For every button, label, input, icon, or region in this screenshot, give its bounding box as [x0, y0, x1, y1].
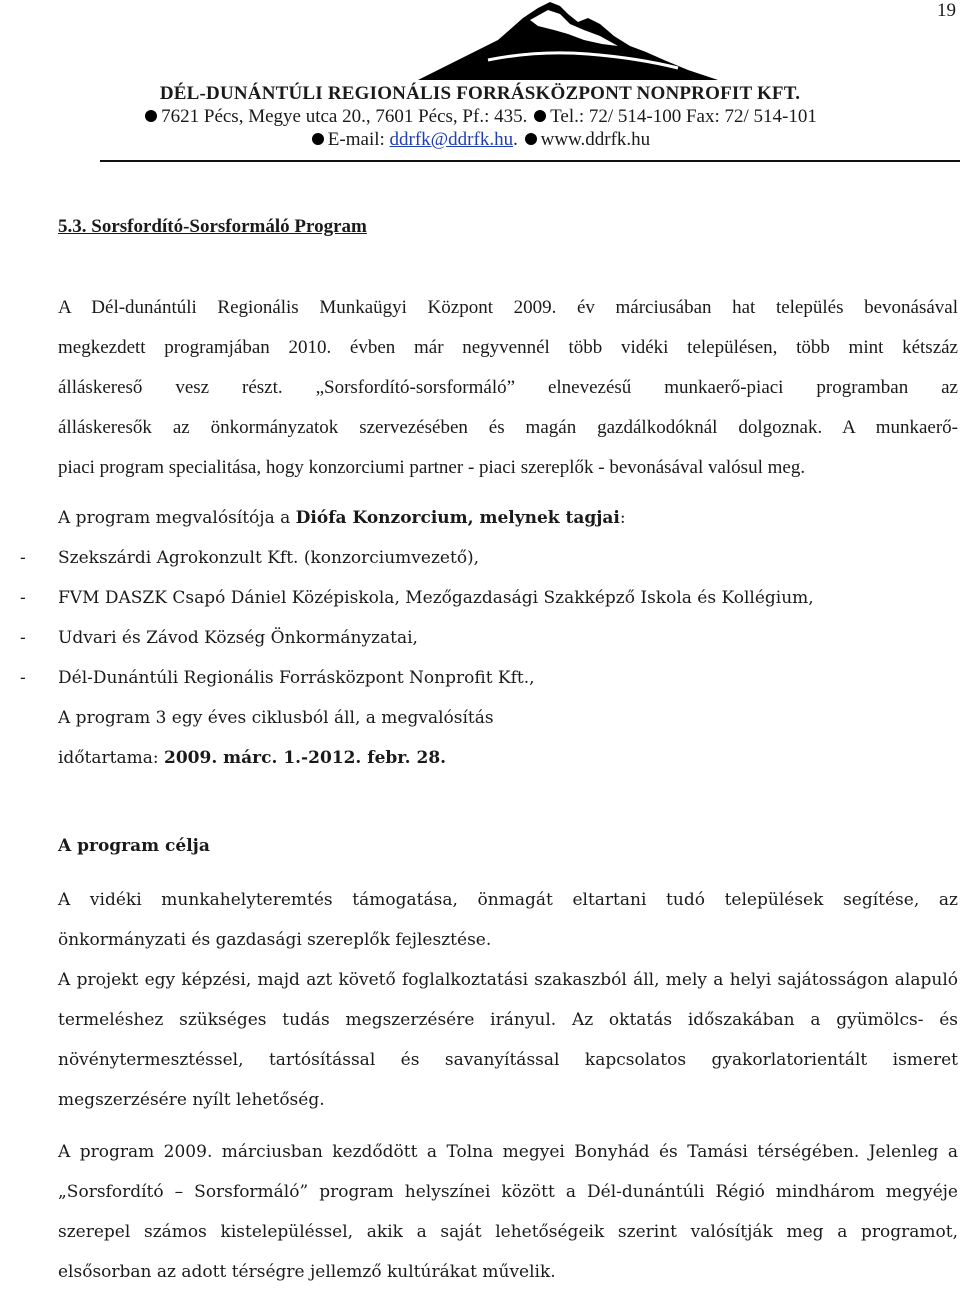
goal-line: elsősorban az adott térségre jellemző kultúrákat művelik. [58, 1262, 556, 1282]
goal-line: termeléshez szükséges tudás megszerzésére irányul. Az oktatás időszakában a gyümölcs- és [58, 1010, 958, 1030]
goal-paragraph-1 [58, 880, 958, 960]
consortium-sentence [58, 508, 626, 528]
header-email-label: E-mail: [327, 129, 385, 150]
bullet-dot-icon [312, 133, 324, 145]
list-dash: - [20, 628, 26, 648]
intro-line: A Dél-dunántúli Regionális Munkaügyi Központ 2009. év márciusában hat település bevonásával [58, 297, 958, 318]
page-number: 19 [937, 0, 956, 21]
header-address: 7621 Pécs, Megye utca 20., 7601 Pécs, Pf.: 435. [161, 106, 528, 127]
bullet-dot-icon [534, 110, 546, 122]
bullet-dot-icon [525, 133, 537, 145]
list-dash: - [20, 548, 26, 568]
consortium-post: : [619, 508, 626, 528]
member-text: Szekszárdi Agrokonzult Kft. (konzorciumvezető), [58, 548, 480, 568]
consortium-bold: Diófa Konzorcium, melynek tagjai [295, 508, 620, 528]
bullet-dot-icon [145, 110, 157, 122]
consortium-pre: A program megvalósítója a [58, 508, 296, 528]
goal-line: A projekt egy képzési, majd azt követő foglalkoztatási szakaszból áll, mely a helyi sajátosságon alapuló [58, 970, 958, 990]
duration-label: időtartama: [58, 748, 165, 768]
goal-line: A program 2009. márciusban kezdődött a Tolna megyei Bonyhád és Tamási térségében. Jelenleg a [58, 1142, 958, 1162]
member-text: FVM DASZK Csapó Dániel Középiskola, Mezőgazdasági Szakképző Iskola és Kollégium, [58, 588, 814, 608]
intro-line: álláskereső vesz részt. „Sorsfordító-sorsformáló” elnevezésű munkaerő-piaci programban az [58, 377, 958, 398]
header-tel: Tel.: 72/ 514-100 Fax: 72/ 514-101 [550, 106, 817, 127]
header-email-link[interactable]: ddrfk@ddrfk.hu [389, 129, 514, 150]
section-title: 5.3. Sorsfordító-Sorsformáló Program [58, 216, 367, 237]
mountain-logo-icon [418, 0, 718, 80]
cycle-text: A program 3 egy éves ciklusból áll, a megvalósítás [58, 708, 494, 728]
member-text: Dél-Dunántúli Regionális Forrásközpont Nonprofit Kft., [58, 668, 535, 688]
header-contact-line [0, 128, 960, 152]
goal-line: önkormányzati és gazdasági szereplők fejlesztése. [58, 930, 492, 950]
goal-paragraph-2 [58, 960, 958, 1120]
duration-value: 2009. márc. 1.-2012. febr. 28. [164, 748, 447, 768]
duration-line [58, 748, 446, 768]
list-dash: - [20, 668, 26, 688]
header-organization: DÉL-DUNÁNTÚLI REGIONÁLIS FORRÁSKÖZPONT NONPROFIT KFT. [159, 83, 801, 104]
list-dash: - [20, 588, 26, 608]
goal-line: növénytermesztéssel, tartósítással és savanyítással kapcsolatos gyakorlatorientált ismeret [58, 1050, 958, 1070]
goal-title: A program célja [58, 836, 210, 856]
header-web: www.ddrfk.hu [540, 129, 651, 150]
member-text: Udvari és Závod Község Önkormányzatai, [58, 628, 418, 648]
intro-line: megkezdett programjában 2010. évben már negyvennél több vidéki településen, több mint kétszáz [58, 337, 958, 358]
goal-line: A vidéki munkahelyteremtés támogatása, önmagát eltartani tudó települések segítése, az [58, 890, 958, 910]
header-divider [100, 160, 960, 162]
goal-line: „Sorsfordító – Sorsformáló” program helyszínei között a Dél-dunántúli Régió mindhárom megyéje [58, 1182, 958, 1202]
intro-line: álláskeresők az önkormányzatok szervezésében és magán gazdálkodóknál dolgoznak. A munkaerő- [58, 417, 958, 438]
goal-line: megszerzésére nyílt lehetőség. [58, 1090, 325, 1110]
intro-line: piaci program specialitása, hogy konzorciumi partner - piaci szereplők - bevonásával valósul meg. [58, 457, 806, 478]
goal-paragraph-3 [58, 1132, 958, 1292]
header-email-after: . [513, 129, 518, 150]
intro-paragraph [58, 288, 958, 488]
header-address-line [0, 105, 960, 129]
goal-line: szerepel számos kistelepüléssel, akik a saját lehetőségeik szerint valósítják meg a programot, [58, 1222, 958, 1242]
